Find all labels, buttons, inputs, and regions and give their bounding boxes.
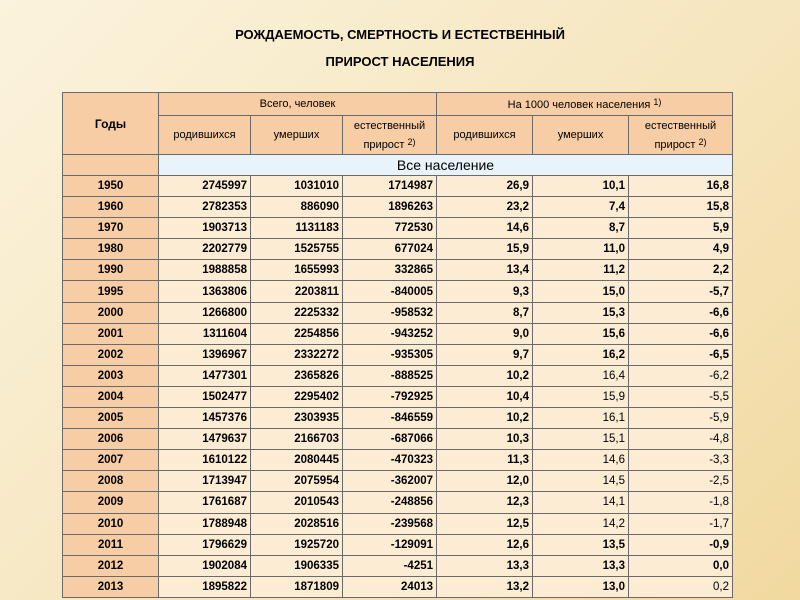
cell-died-rate: 14,2: [533, 513, 629, 534]
cell-died: 2254856: [251, 323, 343, 344]
cell-natural-rate: 0,2: [629, 576, 733, 597]
cell-died-rate: 7,4: [533, 197, 629, 218]
cell-year: 1990: [63, 260, 159, 281]
cell-died: 1925720: [251, 534, 343, 555]
cell-natural: -888525: [343, 365, 437, 386]
cell-born-rate: 10,2: [437, 365, 533, 386]
cell-year: 2013: [63, 576, 159, 597]
cell-born: 1796629: [159, 534, 251, 555]
cell-died-rate: 8,7: [533, 218, 629, 239]
cell-natural: -935305: [343, 344, 437, 365]
cell-died: 2080445: [251, 450, 343, 471]
cell-born-rate: 12,5: [437, 513, 533, 534]
cell-died-rate: 11,0: [533, 239, 629, 260]
header-total-group: Всего, человек: [159, 93, 437, 116]
cell-natural-rate: -6,2: [629, 365, 733, 386]
cell-natural-rate: -6,6: [629, 323, 733, 344]
cell-died: 2203811: [251, 281, 343, 302]
table-row: [63, 365, 733, 386]
header-born: родившихся: [159, 116, 251, 155]
cell-natural-rate: 0,0: [629, 555, 733, 576]
cell-year: 2008: [63, 471, 159, 492]
cell-born-rate: 15,9: [437, 239, 533, 260]
table-row: [63, 218, 733, 239]
cell-natural: -362007: [343, 471, 437, 492]
cell-natural: -248856: [343, 492, 437, 513]
cell-born-rate: 13,3: [437, 555, 533, 576]
cell-died: 2028516: [251, 513, 343, 534]
cell-died: 1655993: [251, 260, 343, 281]
cell-born-rate: 12,0: [437, 471, 533, 492]
cell-natural: 1896263: [343, 197, 437, 218]
cell-died-rate: 14,1: [533, 492, 629, 513]
header-born-rate: родившихся: [437, 116, 533, 155]
cell-born: 1311604: [159, 323, 251, 344]
cell-natural-rate: -1,7: [629, 513, 733, 534]
cell-born: 1363806: [159, 281, 251, 302]
cell-born: 1610122: [159, 450, 251, 471]
cell-natural-rate: 2,2: [629, 260, 733, 281]
footnote-2: 2): [407, 136, 416, 147]
table-row: [63, 492, 733, 513]
cell-died: 2365826: [251, 365, 343, 386]
cell-died-rate: 13,5: [533, 534, 629, 555]
table-row: [63, 386, 733, 407]
cell-born-rate: 9,0: [437, 323, 533, 344]
cell-born: 1477301: [159, 365, 251, 386]
table-row: [63, 408, 733, 429]
cell-born: 1988858: [159, 260, 251, 281]
cell-born: 1902084: [159, 555, 251, 576]
cell-year: 2011: [63, 534, 159, 555]
cell-born-rate: 11,3: [437, 450, 533, 471]
cell-natural-rate: -5,7: [629, 281, 733, 302]
cell-year: 2004: [63, 386, 159, 407]
cell-born-rate: 8,7: [437, 302, 533, 323]
cell-natural: -4251: [343, 555, 437, 576]
cell-year: 2007: [63, 450, 159, 471]
cell-died-rate: 15,3: [533, 302, 629, 323]
cell-born: 2202779: [159, 239, 251, 260]
cell-natural: -129091: [343, 534, 437, 555]
cell-year: 2000: [63, 302, 159, 323]
cell-born: 1266800: [159, 302, 251, 323]
cell-natural-rate: 4,9: [629, 239, 733, 260]
cell-born-rate: 10,3: [437, 429, 533, 450]
cell-died-rate: 16,4: [533, 365, 629, 386]
cell-died: 1906335: [251, 555, 343, 576]
cell-natural: -470323: [343, 450, 437, 471]
cell-born: 1761687: [159, 492, 251, 513]
cell-natural-rate: -0,9: [629, 534, 733, 555]
table-row: [63, 471, 733, 492]
cell-born: 1502477: [159, 386, 251, 407]
table-row: [63, 197, 733, 218]
cell-died-rate: 13,0: [533, 576, 629, 597]
cell-born-rate: 26,9: [437, 176, 533, 197]
cell-born-rate: 12,6: [437, 534, 533, 555]
population-table: [62, 92, 733, 598]
table-row: [63, 450, 733, 471]
cell-died: 1031010: [251, 176, 343, 197]
cell-died: 2075954: [251, 471, 343, 492]
cell-natural-rate: -2,5: [629, 471, 733, 492]
cell-born: 1396967: [159, 344, 251, 365]
cell-year: 1995: [63, 281, 159, 302]
table-body: [63, 176, 733, 598]
cell-year: 2010: [63, 513, 159, 534]
cell-year: 2003: [63, 365, 159, 386]
header-natural-rate-line1: естественный: [644, 119, 717, 132]
footnote-1: 1): [653, 97, 662, 107]
cell-natural-rate: -4,8: [629, 429, 733, 450]
cell-natural: -687066: [343, 429, 437, 450]
cell-year: 2006: [63, 429, 159, 450]
cell-natural: -958532: [343, 302, 437, 323]
cell-born-rate: 9,7: [437, 344, 533, 365]
cell-died-rate: 14,5: [533, 471, 629, 492]
cell-year: 2012: [63, 555, 159, 576]
cell-born: 1457376: [159, 408, 251, 429]
cell-natural: 677024: [343, 239, 437, 260]
cell-born: 1903713: [159, 218, 251, 239]
cell-died-rate: 13,3: [533, 555, 629, 576]
cell-born-rate: 12,3: [437, 492, 533, 513]
cell-natural-rate: -1,8: [629, 492, 733, 513]
cell-died-rate: 10,1: [533, 176, 629, 197]
cell-year: 1980: [63, 239, 159, 260]
cell-died: 2295402: [251, 386, 343, 407]
header-per1000-label: На 1000 человек населения: [507, 99, 651, 111]
header-died: умерших: [251, 116, 343, 155]
header-per1000-group: [437, 93, 733, 116]
cell-year: 2001: [63, 323, 159, 344]
cell-died-rate: 16,1: [533, 408, 629, 429]
cell-died-rate: 11,2: [533, 260, 629, 281]
table-row: [63, 281, 733, 302]
table-row: [63, 513, 733, 534]
table-row: [63, 302, 733, 323]
cell-died: 1131183: [251, 218, 343, 239]
cell-born-rate: 13,4: [437, 260, 533, 281]
section-label: Все население: [159, 155, 733, 176]
cell-natural: -840005: [343, 281, 437, 302]
cell-natural: 24013: [343, 576, 437, 597]
cell-died: 2303935: [251, 408, 343, 429]
cell-born: 2782353: [159, 197, 251, 218]
section-spacer: [63, 155, 159, 176]
cell-natural: -792925: [343, 386, 437, 407]
cell-natural: -846559: [343, 408, 437, 429]
cell-born-rate: 10,4: [437, 386, 533, 407]
cell-born: 1788948: [159, 513, 251, 534]
cell-natural-rate: -5,5: [629, 386, 733, 407]
cell-year: 2009: [63, 492, 159, 513]
cell-died: 2166703: [251, 429, 343, 450]
cell-natural: 1714987: [343, 176, 437, 197]
cell-died-rate: 16,2: [533, 344, 629, 365]
table-row: [63, 239, 733, 260]
cell-born-rate: 9,3: [437, 281, 533, 302]
cell-died-rate: 15,0: [533, 281, 629, 302]
table-row: [63, 429, 733, 450]
header-natural-rate-line2: прирост: [654, 138, 696, 151]
cell-died-rate: 14,6: [533, 450, 629, 471]
cell-natural-rate: 15,8: [629, 197, 733, 218]
table-row: [63, 323, 733, 344]
header-natural-line1: естественный: [353, 119, 426, 132]
page-title: РОЖДАЕМОСТЬ, СМЕРТНОСТЬ И ЕСТЕСТВЕННЫЙ: [235, 27, 565, 42]
cell-born-rate: 13,2: [437, 576, 533, 597]
cell-born: 1713947: [159, 471, 251, 492]
cell-year: 1970: [63, 218, 159, 239]
cell-died: 886090: [251, 197, 343, 218]
cell-died: 2225332: [251, 302, 343, 323]
cell-natural-rate: -5,9: [629, 408, 733, 429]
cell-natural: -239568: [343, 513, 437, 534]
cell-died-rate: 15,6: [533, 323, 629, 344]
table-row: [63, 534, 733, 555]
table-row: [63, 576, 733, 597]
cell-born-rate: 14,6: [437, 218, 533, 239]
cell-born: 2745997: [159, 176, 251, 197]
cell-natural: 772530: [343, 218, 437, 239]
table-row: [63, 555, 733, 576]
table-row: [63, 176, 733, 197]
header-died-rate: умерших: [533, 116, 629, 155]
cell-natural-rate: -6,6: [629, 302, 733, 323]
cell-natural: -943252: [343, 323, 437, 344]
cell-born: 1479637: [159, 429, 251, 450]
cell-natural: 332865: [343, 260, 437, 281]
footnote-2b: 2): [698, 136, 707, 147]
header-natural-line2: прирост: [363, 138, 405, 151]
header-years: Годы: [63, 93, 159, 155]
cell-died: 1871809: [251, 576, 343, 597]
cell-year: 1960: [63, 197, 159, 218]
header-natural: [343, 116, 437, 155]
cell-natural-rate: 5,9: [629, 218, 733, 239]
cell-died-rate: 15,1: [533, 429, 629, 450]
cell-year: 2005: [63, 408, 159, 429]
cell-born-rate: 23,2: [437, 197, 533, 218]
table-row: [63, 344, 733, 365]
header-natural-rate: [629, 116, 733, 155]
cell-born: 1895822: [159, 576, 251, 597]
cell-natural-rate: 16,8: [629, 176, 733, 197]
cell-died: 2332272: [251, 344, 343, 365]
cell-died-rate: 15,9: [533, 386, 629, 407]
page-subtitle: ПРИРОСТ НАСЕЛЕНИЯ: [325, 54, 475, 69]
cell-natural-rate: -6,5: [629, 344, 733, 365]
cell-died: 2010543: [251, 492, 343, 513]
cell-died: 1525755: [251, 239, 343, 260]
cell-year: 1950: [63, 176, 159, 197]
cell-natural-rate: -3,3: [629, 450, 733, 471]
cell-year: 2002: [63, 344, 159, 365]
cell-born-rate: 10,2: [437, 408, 533, 429]
table-row: [63, 260, 733, 281]
